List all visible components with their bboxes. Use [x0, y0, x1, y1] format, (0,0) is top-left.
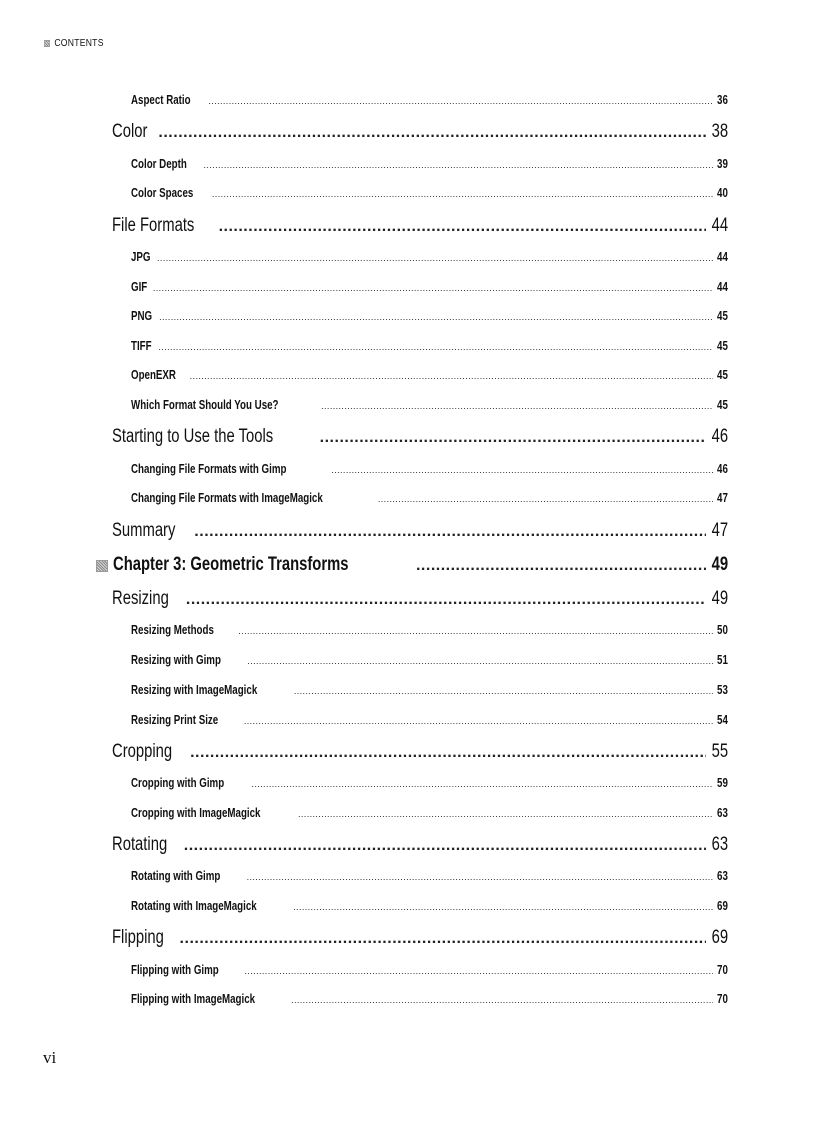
- running-header: [44, 38, 104, 49]
- toc-entry-subsection[interactable]: [131, 623, 728, 639]
- dot-leader: [204, 160, 714, 170]
- toc-entry-page: 36: [717, 93, 728, 107]
- toc-entry-page: 69: [711, 927, 728, 948]
- toc-entry-subsection[interactable]: [131, 368, 728, 384]
- dot-leader: [159, 312, 713, 322]
- toc-entry-title: Color Spaces: [131, 186, 194, 200]
- toc-entry-subsection[interactable]: [131, 713, 728, 729]
- toc-entry-subsection[interactable]: [131, 869, 728, 885]
- dot-leader: [158, 342, 713, 352]
- toc-entry-page: 63: [711, 834, 728, 855]
- dot-leader: [184, 837, 706, 855]
- toc-entry-title: Resizing: [112, 588, 169, 609]
- toc-entry-title: Changing File Formats with Gimp: [131, 462, 287, 476]
- toc-entry-title: Resizing with ImageMagick: [131, 683, 258, 697]
- toc-entry-title: Color: [112, 121, 148, 142]
- toc-entry-section[interactable]: [112, 426, 728, 450]
- dot-leader: [291, 995, 713, 1005]
- toc-entry-page: 55: [711, 741, 728, 762]
- dot-leader: [244, 966, 713, 976]
- toc-entry-title: Cropping: [112, 741, 173, 762]
- dot-leader: [194, 523, 706, 541]
- dot-leader: [331, 465, 713, 475]
- toc-entry-title: Changing File Formats with ImageMagick: [131, 491, 323, 505]
- toc-entry-page: 45: [717, 339, 728, 353]
- dot-leader: [190, 744, 706, 762]
- toc-entry-page: 54: [717, 713, 728, 727]
- toc-entry-page: 49: [711, 588, 728, 609]
- dot-leader: [378, 494, 713, 504]
- toc-entry-subsection[interactable]: [131, 157, 728, 173]
- toc-entry-page: 69: [717, 899, 728, 913]
- toc-entry-title: Flipping: [112, 927, 164, 948]
- toc-entry-title: Flipping with ImageMagick: [131, 992, 256, 1006]
- dot-leader: [247, 656, 713, 666]
- dot-leader: [294, 686, 713, 696]
- toc-entry-title: File Formats: [112, 215, 195, 236]
- dot-leader: [251, 779, 713, 789]
- toc-entry-title: JPG: [131, 250, 151, 264]
- toc-entry-title: Aspect Ratio: [131, 93, 191, 107]
- toc-entry-subsection[interactable]: [131, 93, 728, 109]
- toc-entry-page: 63: [717, 869, 728, 883]
- dot-leader: [212, 189, 713, 199]
- toc-entry-title: PNG: [131, 309, 153, 323]
- dot-leader: [219, 218, 706, 236]
- running-header-label: CONTENTS: [54, 38, 104, 49]
- toc-entry-subsection[interactable]: [131, 963, 728, 979]
- toc-entry-section[interactable]: [112, 215, 728, 239]
- toc-entry-page: 44: [717, 280, 728, 294]
- toc-entry-section[interactable]: [112, 927, 728, 951]
- toc-entry-page: 44: [717, 250, 728, 264]
- toc-entry-title: Rotating with Gimp: [131, 869, 221, 883]
- toc-entry-page: 45: [717, 309, 728, 323]
- dot-leader: [186, 591, 706, 609]
- dot-leader: [320, 429, 706, 447]
- dot-leader: [416, 557, 706, 575]
- toc-entry-title: TIFF: [131, 339, 152, 353]
- toc-entry-page: 46: [711, 426, 728, 447]
- toc-entry-subsection[interactable]: [131, 776, 728, 792]
- toc-entry-section[interactable]: [112, 121, 728, 145]
- toc-entry-subsection[interactable]: [131, 339, 728, 355]
- toc-entry-page: 40: [717, 186, 728, 200]
- toc-entry-page: 46: [717, 462, 728, 476]
- dot-leader: [153, 283, 713, 293]
- toc-entry-title: Rotating: [112, 834, 168, 855]
- toc-entry-page: 53: [717, 683, 728, 697]
- toc-entry-subsection[interactable]: [131, 398, 728, 414]
- toc-entry-section[interactable]: [112, 520, 728, 544]
- toc-entry-chapter[interactable]: [96, 554, 728, 578]
- toc-entry-title: OpenEXR: [131, 368, 176, 382]
- toc-entry-page: 38: [711, 121, 728, 142]
- toc-entry-subsection[interactable]: [131, 186, 728, 202]
- toc-entry-page: 70: [717, 992, 728, 1006]
- square-bullet-icon: [96, 560, 108, 572]
- square-bullet-icon: [44, 40, 50, 47]
- toc-entry-section[interactable]: [112, 834, 728, 858]
- toc-entry-subsection[interactable]: [131, 309, 728, 325]
- toc-entry-page: 50: [717, 623, 728, 637]
- dot-leader: [208, 96, 713, 106]
- toc-entry-subsection[interactable]: [131, 462, 728, 478]
- dot-leader: [247, 872, 714, 882]
- toc-entry-title: GIF: [131, 280, 148, 294]
- dot-leader: [180, 930, 706, 948]
- toc-entry-page: 47: [717, 491, 728, 505]
- toc-entry-page: 44: [711, 215, 728, 236]
- toc-entry-title: Chapter 3: Geometric Transforms: [113, 554, 349, 575]
- dot-leader: [190, 371, 713, 381]
- toc-entry-page: 47: [711, 520, 728, 541]
- toc-entry-page: 51: [717, 653, 728, 667]
- toc-entry-subsection[interactable]: [131, 491, 728, 507]
- toc-entry-title: Cropping with ImageMagick: [131, 806, 261, 820]
- dot-leader: [158, 124, 705, 142]
- toc-entry-page: 45: [717, 368, 728, 382]
- toc-entry-page: 39: [717, 157, 728, 171]
- toc-entry-subsection[interactable]: [131, 250, 728, 266]
- toc-entry-title: Resizing with Gimp: [131, 653, 221, 667]
- toc-entry-page: 59: [717, 776, 728, 790]
- toc-entry-subsection[interactable]: [131, 899, 728, 915]
- toc-entry-title: Which Format Should You Use?: [131, 398, 279, 412]
- dot-leader: [157, 253, 713, 263]
- toc-entry-page: 45: [717, 398, 728, 412]
- toc-entry-title: Resizing Methods: [131, 623, 214, 637]
- toc-entry-title: Color Depth: [131, 157, 187, 171]
- toc-entry-title: Summary: [112, 520, 176, 541]
- toc-entry-subsection[interactable]: [131, 992, 728, 1008]
- toc-entry-subsection[interactable]: [131, 653, 728, 669]
- toc-entry-section[interactable]: [112, 741, 728, 765]
- toc-entry-section[interactable]: [112, 588, 728, 612]
- toc-entry-title: Rotating with ImageMagick: [131, 899, 257, 913]
- page-number: vi: [43, 1048, 57, 1067]
- dot-leader: [238, 626, 713, 636]
- toc-entry-title: Cropping with Gimp: [131, 776, 225, 790]
- toc-entry-title: Starting to Use the Tools: [112, 426, 274, 447]
- dot-leader: [298, 809, 713, 819]
- toc-entry-page: 49: [711, 554, 728, 575]
- dot-leader: [244, 716, 713, 726]
- toc-entry-subsection[interactable]: [131, 806, 728, 822]
- toc-entry-page: 63: [717, 806, 728, 820]
- toc-entry-title: Flipping with Gimp: [131, 963, 219, 977]
- toc-entry-page: 70: [717, 963, 728, 977]
- toc-entry-title: Resizing Print Size: [131, 713, 219, 727]
- toc-entry-subsection[interactable]: [131, 683, 728, 699]
- dot-leader: [321, 401, 713, 411]
- toc-entry-subsection[interactable]: [131, 280, 728, 296]
- dot-leader: [293, 902, 713, 912]
